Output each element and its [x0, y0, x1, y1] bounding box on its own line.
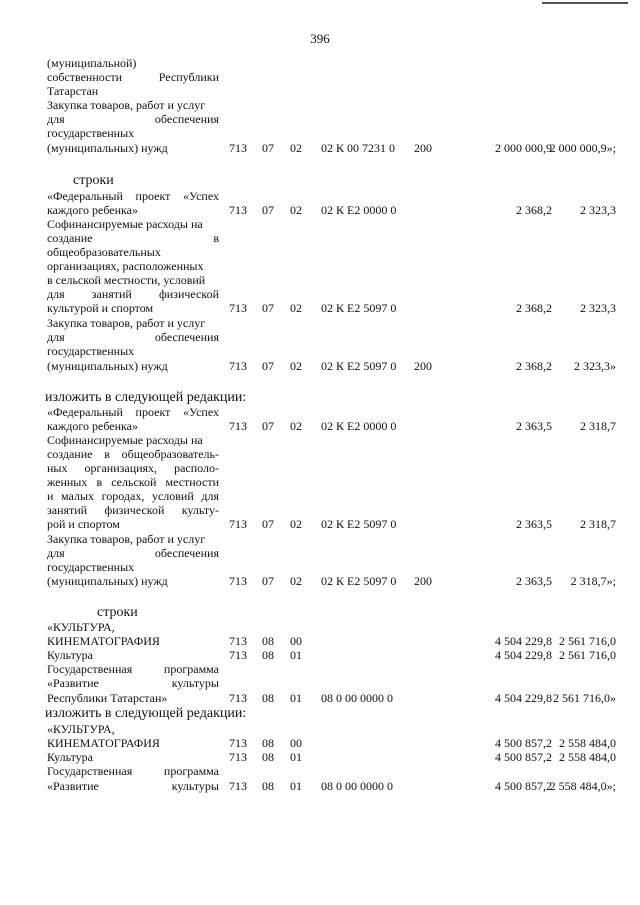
- text-line: создание в общеобразователь-: [47, 447, 219, 461]
- table-row: каждого ребенка» 713 07 02 02 К Е2 0000 0 2 368,2 2 323,3: [47, 203, 616, 217]
- top-rule: [542, 2, 628, 4]
- text-line: создание в: [47, 231, 219, 245]
- text-line: ных организациях, располо-: [47, 461, 219, 475]
- table-row: Республики Татарстан» 713 08 01 08 0 00 0000 0 4 504 229,8 2 561 716,0»: [47, 691, 616, 705]
- text-line: Софинансируемые расходы на: [47, 217, 203, 231]
- text-line: Татарстан: [47, 84, 99, 98]
- table-row: Культура 713 08 01 4 504 229,8 2 561 716,0: [47, 648, 616, 662]
- text-line: государственных: [47, 560, 135, 574]
- text-line: общеобразовательных: [47, 245, 161, 259]
- text-line: «Федеральный проект «Успех: [47, 189, 219, 203]
- text-line: и малых городах, условий для: [47, 489, 219, 503]
- table-row: «Развитие культуры 713 08 01 08 0 00 0000 0 4 500 857,2 2 558 484,0»;: [47, 779, 616, 793]
- table-row: рой и спортом 713 07 02 02 К Е2 5097 0 2 363,5 2 318,7: [47, 517, 616, 531]
- text-line: организациях, расположенных: [47, 259, 204, 273]
- text-line: собственности Республики: [47, 70, 219, 84]
- table-row: КИНЕМАТОГРАФИЯ 713 08 00 4 500 857,2 2 558 484,0: [47, 736, 616, 750]
- page-number: 396: [310, 31, 330, 46]
- table-row: (муниципальных) нужд 713 07 02 02 К Е2 5097 0 200 2 363,5 2 318,7»;: [47, 574, 616, 588]
- table-row: каждого ребенка» 713 07 02 02 К Е2 0000 0 2 363,5 2 318,7: [47, 419, 616, 433]
- table-row: (муниципальных) нужд 713 07 02 02 К 00 7231 0 200 2 000 000,9 2 000 000,9»;: [47, 141, 616, 155]
- table-row: КИНЕМАТОГРАФИЯ 713 08 00 4 504 229,8 2 561 716,0: [47, 634, 616, 648]
- text-line: Софинансируемые расходы на: [47, 433, 203, 447]
- text-line: в сельской местности, условий: [47, 273, 206, 287]
- text-line: государственных: [47, 126, 135, 140]
- text-line: «КУЛЬТУРА,: [47, 722, 115, 736]
- text-line: женных в сельской местности: [47, 475, 219, 489]
- text-line: Закупка товаров, работ и услуг: [47, 316, 206, 330]
- table-row: (муниципальных) нужд 713 07 02 02 К Е2 5097 0 200 2 368,2 2 323,3»: [47, 359, 616, 373]
- text-line: Закупка товаров, работ и услуг: [47, 98, 206, 112]
- text-line: (муниципальной): [47, 56, 137, 70]
- text-line: «Развитие культуры: [47, 676, 219, 690]
- section-heading: строки: [97, 605, 138, 620]
- text-line: государственных: [47, 344, 135, 358]
- table-row: культурой и спортом 713 07 02 02 К Е2 5097 0 2 368,2 2 323,3: [47, 301, 616, 315]
- text-line: «Федеральный проект «Успех: [47, 405, 219, 419]
- text-line: для обеспечения: [47, 112, 219, 126]
- text-line: для обеспечения: [47, 546, 219, 560]
- text-line: занятий физической культу-: [47, 503, 219, 517]
- text-line: Государственная программа: [47, 662, 219, 676]
- section-heading: строки: [73, 173, 114, 188]
- text-line: Закупка товаров, работ и услуг: [47, 532, 206, 546]
- text-line: для занятий физической: [47, 287, 219, 301]
- table-row: Культура 713 08 01 4 500 857,2 2 558 484,0: [47, 750, 616, 764]
- text-line: «КУЛЬТУРА,: [47, 620, 115, 634]
- text-line: Государственная программа: [47, 764, 219, 778]
- text-line: для обеспечения: [47, 330, 219, 344]
- section-heading: изложить в следующей редакции:: [45, 706, 247, 721]
- section-heading: изложить в следующей редакции:: [45, 390, 247, 405]
